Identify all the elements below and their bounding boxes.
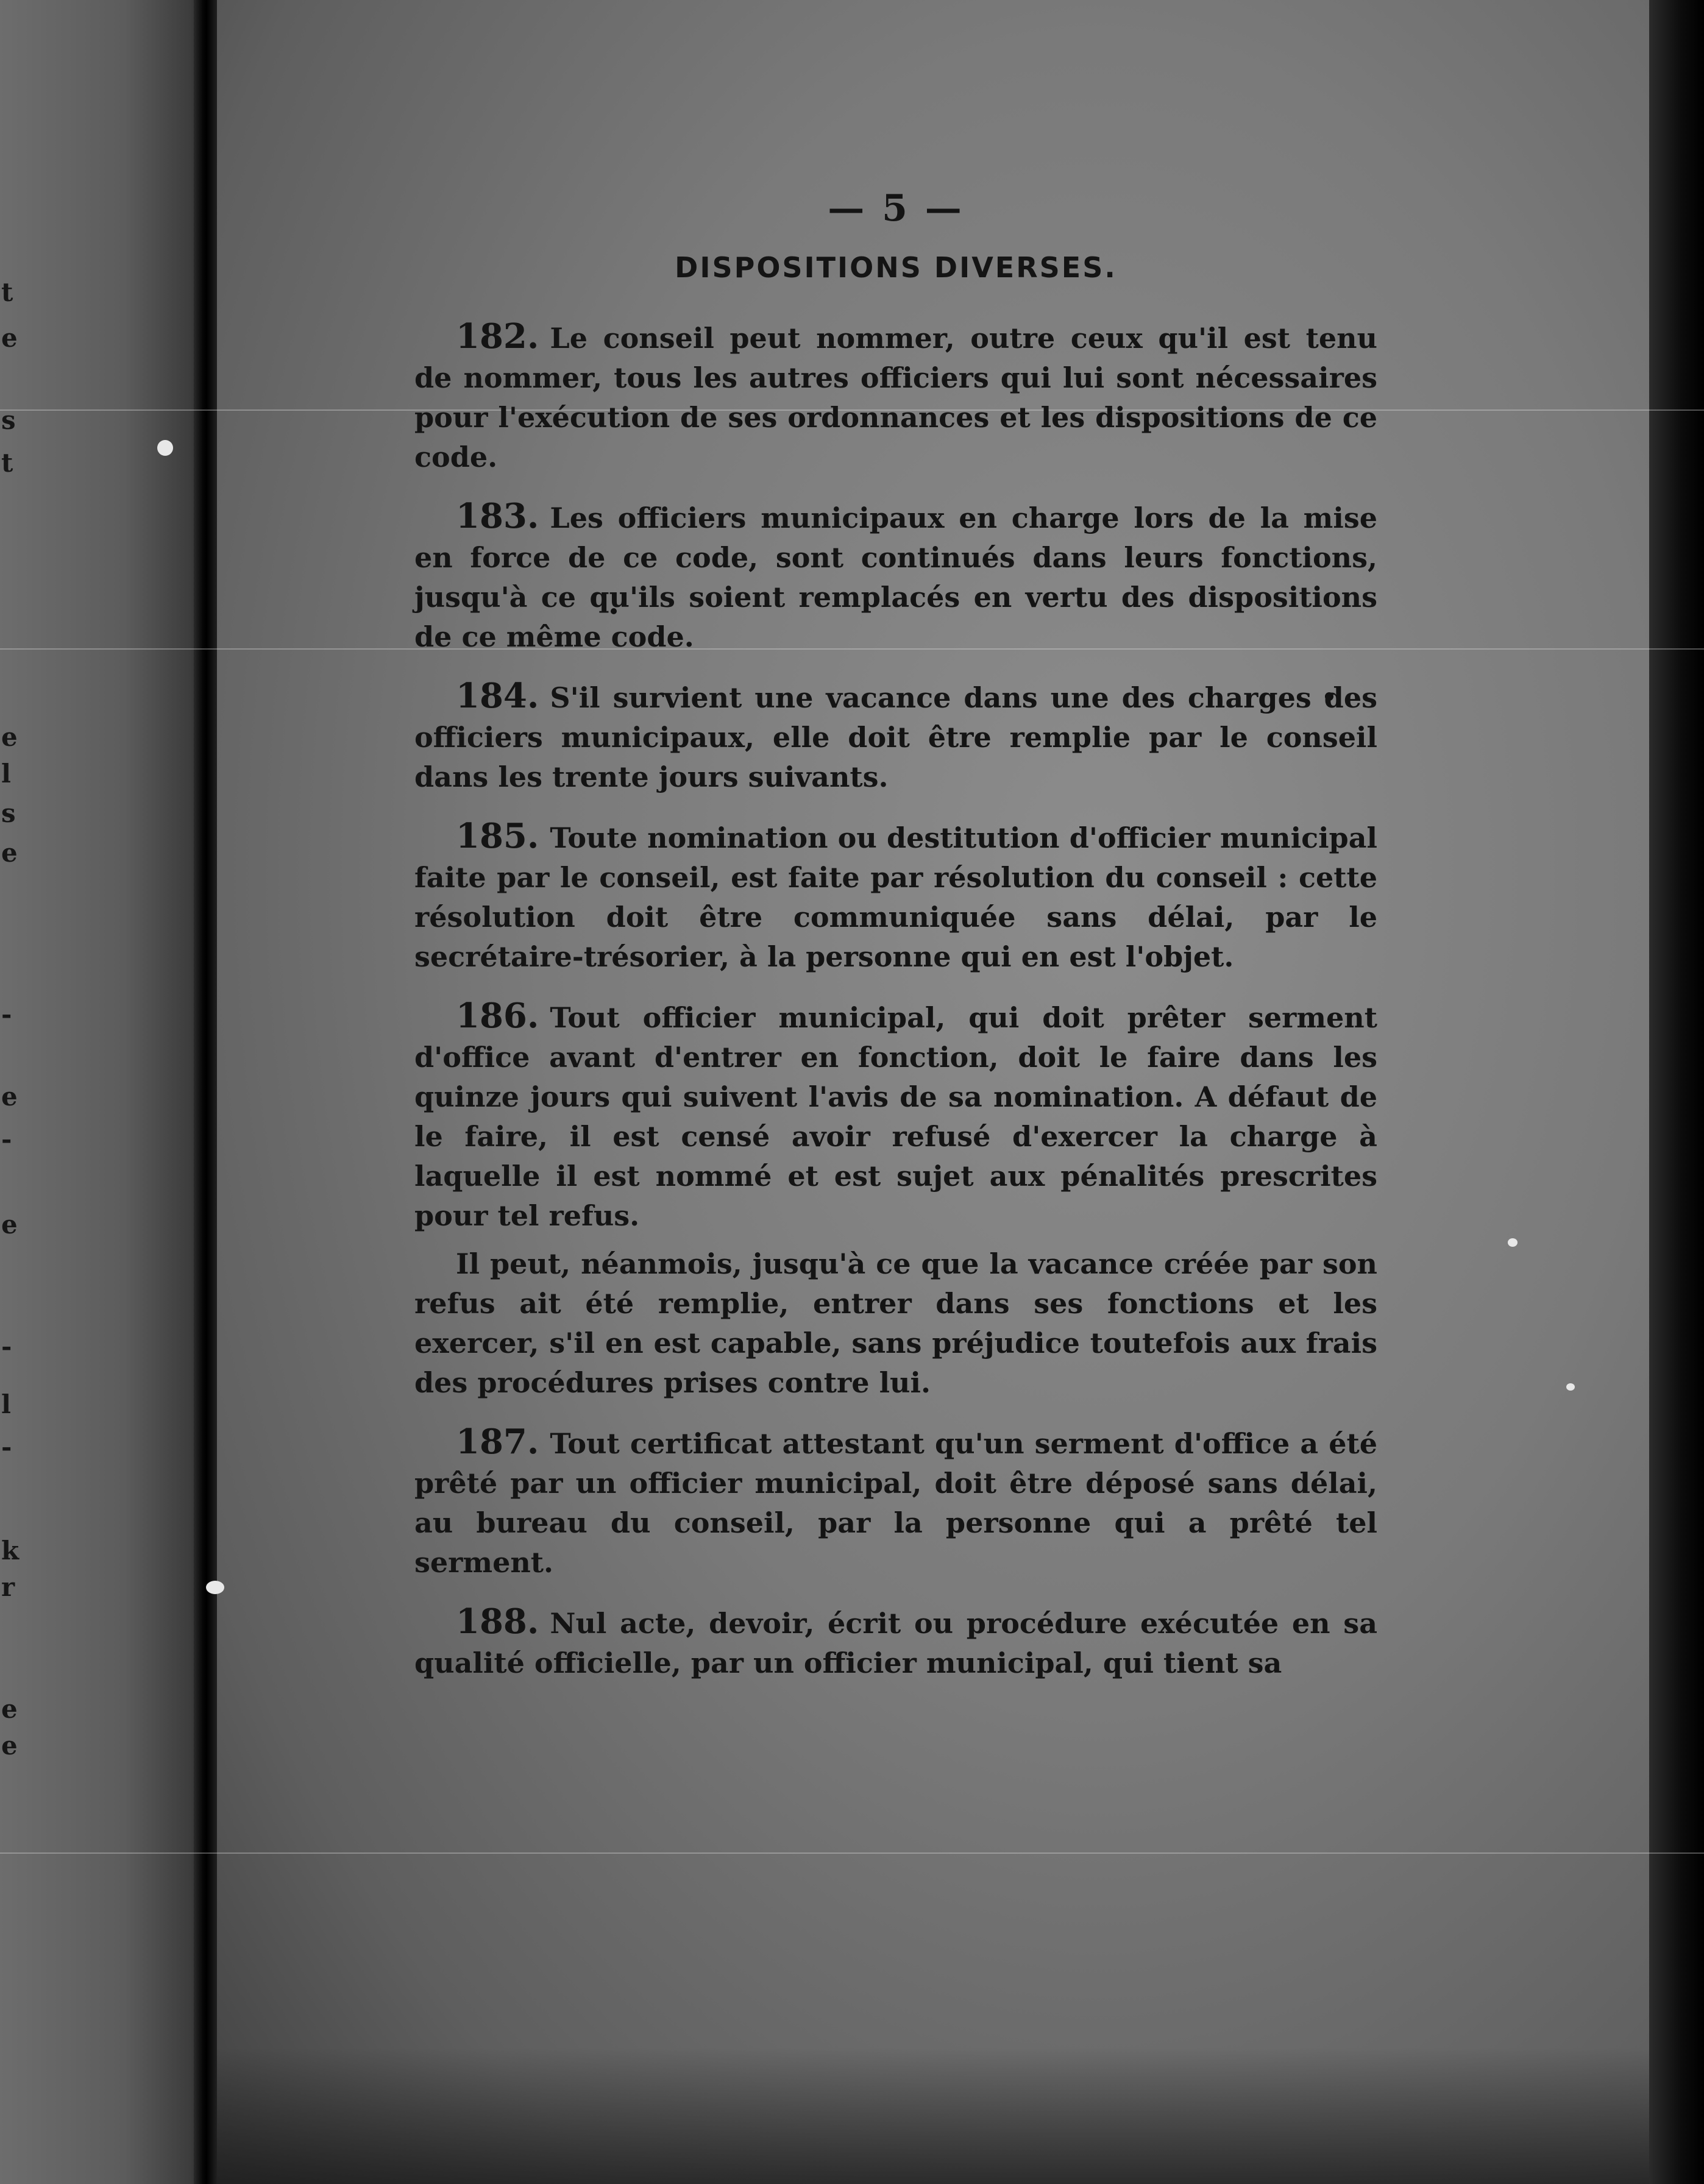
margin-letter: e: [1, 1731, 18, 1760]
article-number: 182.: [456, 316, 539, 356]
section-heading: DISPOSITIONS DIVERSES.: [675, 251, 1117, 284]
article-183: [414, 497, 1377, 657]
article-185: [414, 817, 1377, 977]
margin-letter: t: [1, 448, 13, 478]
margin-letter: s: [1, 798, 16, 828]
margin-letter: -: [1, 1432, 12, 1462]
article-184: [414, 676, 1377, 797]
page-number: — 5 —: [828, 187, 964, 230]
article-188: [414, 1602, 1377, 1683]
left-facing-page-edge: [0, 0, 207, 2184]
dust-speck: [1508, 1238, 1518, 1247]
scan-artifact-line: [0, 1852, 1704, 1854]
article-186: [414, 996, 1377, 1236]
margin-letter: e: [1, 838, 18, 868]
margin-letter: r: [1, 1572, 15, 1602]
article-text: Il peut, néanmois, jusqu'à ce que la vacance créée par son refus ait été remplie, entrer dans ses fonctions et les exercer, s'il en est capable, sans préjudice toutefois aux frais des procédures prises contre lui.: [414, 1247, 1377, 1399]
dust-speck: [1566, 1383, 1575, 1391]
margin-letter: e: [1, 1082, 18, 1112]
margin-letter: e: [1, 1694, 18, 1724]
article-text: Nul acte, devoir, écrit ou procédure exécutée en sa qualité officielle, par un officier municipal, qui tient sa: [414, 1607, 1377, 1679]
margin-letter: l: [1, 759, 11, 789]
article-text: Le conseil peut nommer, outre ceux qu'il est tenu de nommer, tous les autres officiers qui lui sont nécessaires pour l'exécution de ses ordonnances et les dispositions de ce code.: [414, 322, 1377, 473]
bottom-page-shadow: [217, 2048, 1649, 2184]
article-number: 188.: [456, 1601, 539, 1642]
margin-letter: e: [1, 722, 18, 752]
article-number: 187.: [456, 1422, 539, 1462]
article-182: [414, 317, 1377, 477]
article-number: 185.: [456, 816, 539, 856]
margin-letter: -: [1, 1124, 12, 1154]
book-spine-gutter: [194, 0, 217, 2184]
article-text: S'il survient une vacance dans une des charges des officiers municipaux, elle doit être remplie par le conseil dans les trente jours suivants.: [414, 681, 1377, 793]
margin-letter: -: [1, 999, 12, 1029]
margin-letter: l: [1, 1389, 11, 1419]
margin-letter: s: [1, 405, 16, 435]
article-text: Tout officier municipal, qui doit prêter serment d'office avant d'entrer en fonction, doit le faire dans les quinze jours qui suivent l'avis de sa nomination. A défaut de le faire, il est censé avoir refusé d'exercer la charge à laquelle il est nommé et est sujet aux pénalités prescrites pour tel refus.: [414, 1001, 1377, 1232]
article-text: Tout certificat attestant qu'un serment d'office a été prêté par un officier municipal, doit être déposé sans délai, au bureau du conseil, par la personne qui a prêté tel serment.: [414, 1427, 1377, 1579]
margin-letter: t: [1, 277, 13, 307]
margin-letter: -: [1, 1331, 12, 1361]
left-page-cut-letters: [0, 0, 24, 2184]
article-text: Toute nomination ou destitution d'officier municipal faite par le conseil, est faite par résolution du conseil : cette résolution doit être communiquée sans délai, par le secrétaire-trésorier, à la personne qui en est l'objet.: [414, 821, 1377, 973]
article-187: [414, 1422, 1377, 1583]
article-186-continuation: [414, 1244, 1377, 1403]
article-text: Les officiers municipaux en charge lors de la mise en force de ce code, sont continués dans leurs fonctions, jusqu'à ce qu'ils soient remplacés en vertu des dispositions de ce même code.: [414, 502, 1377, 653]
dust-speck: [206, 1581, 224, 1594]
margin-letter: k: [1, 1536, 20, 1565]
article-number: 184.: [456, 676, 539, 716]
article-number: 186.: [456, 996, 539, 1036]
page-text-body: [414, 158, 1377, 1703]
dust-speck: [157, 440, 173, 456]
article-number: 183.: [456, 496, 539, 536]
right-page-shadow: [1649, 0, 1704, 2184]
margin-letter: e: [1, 323, 18, 353]
margin-letter: e: [1, 1210, 18, 1239]
